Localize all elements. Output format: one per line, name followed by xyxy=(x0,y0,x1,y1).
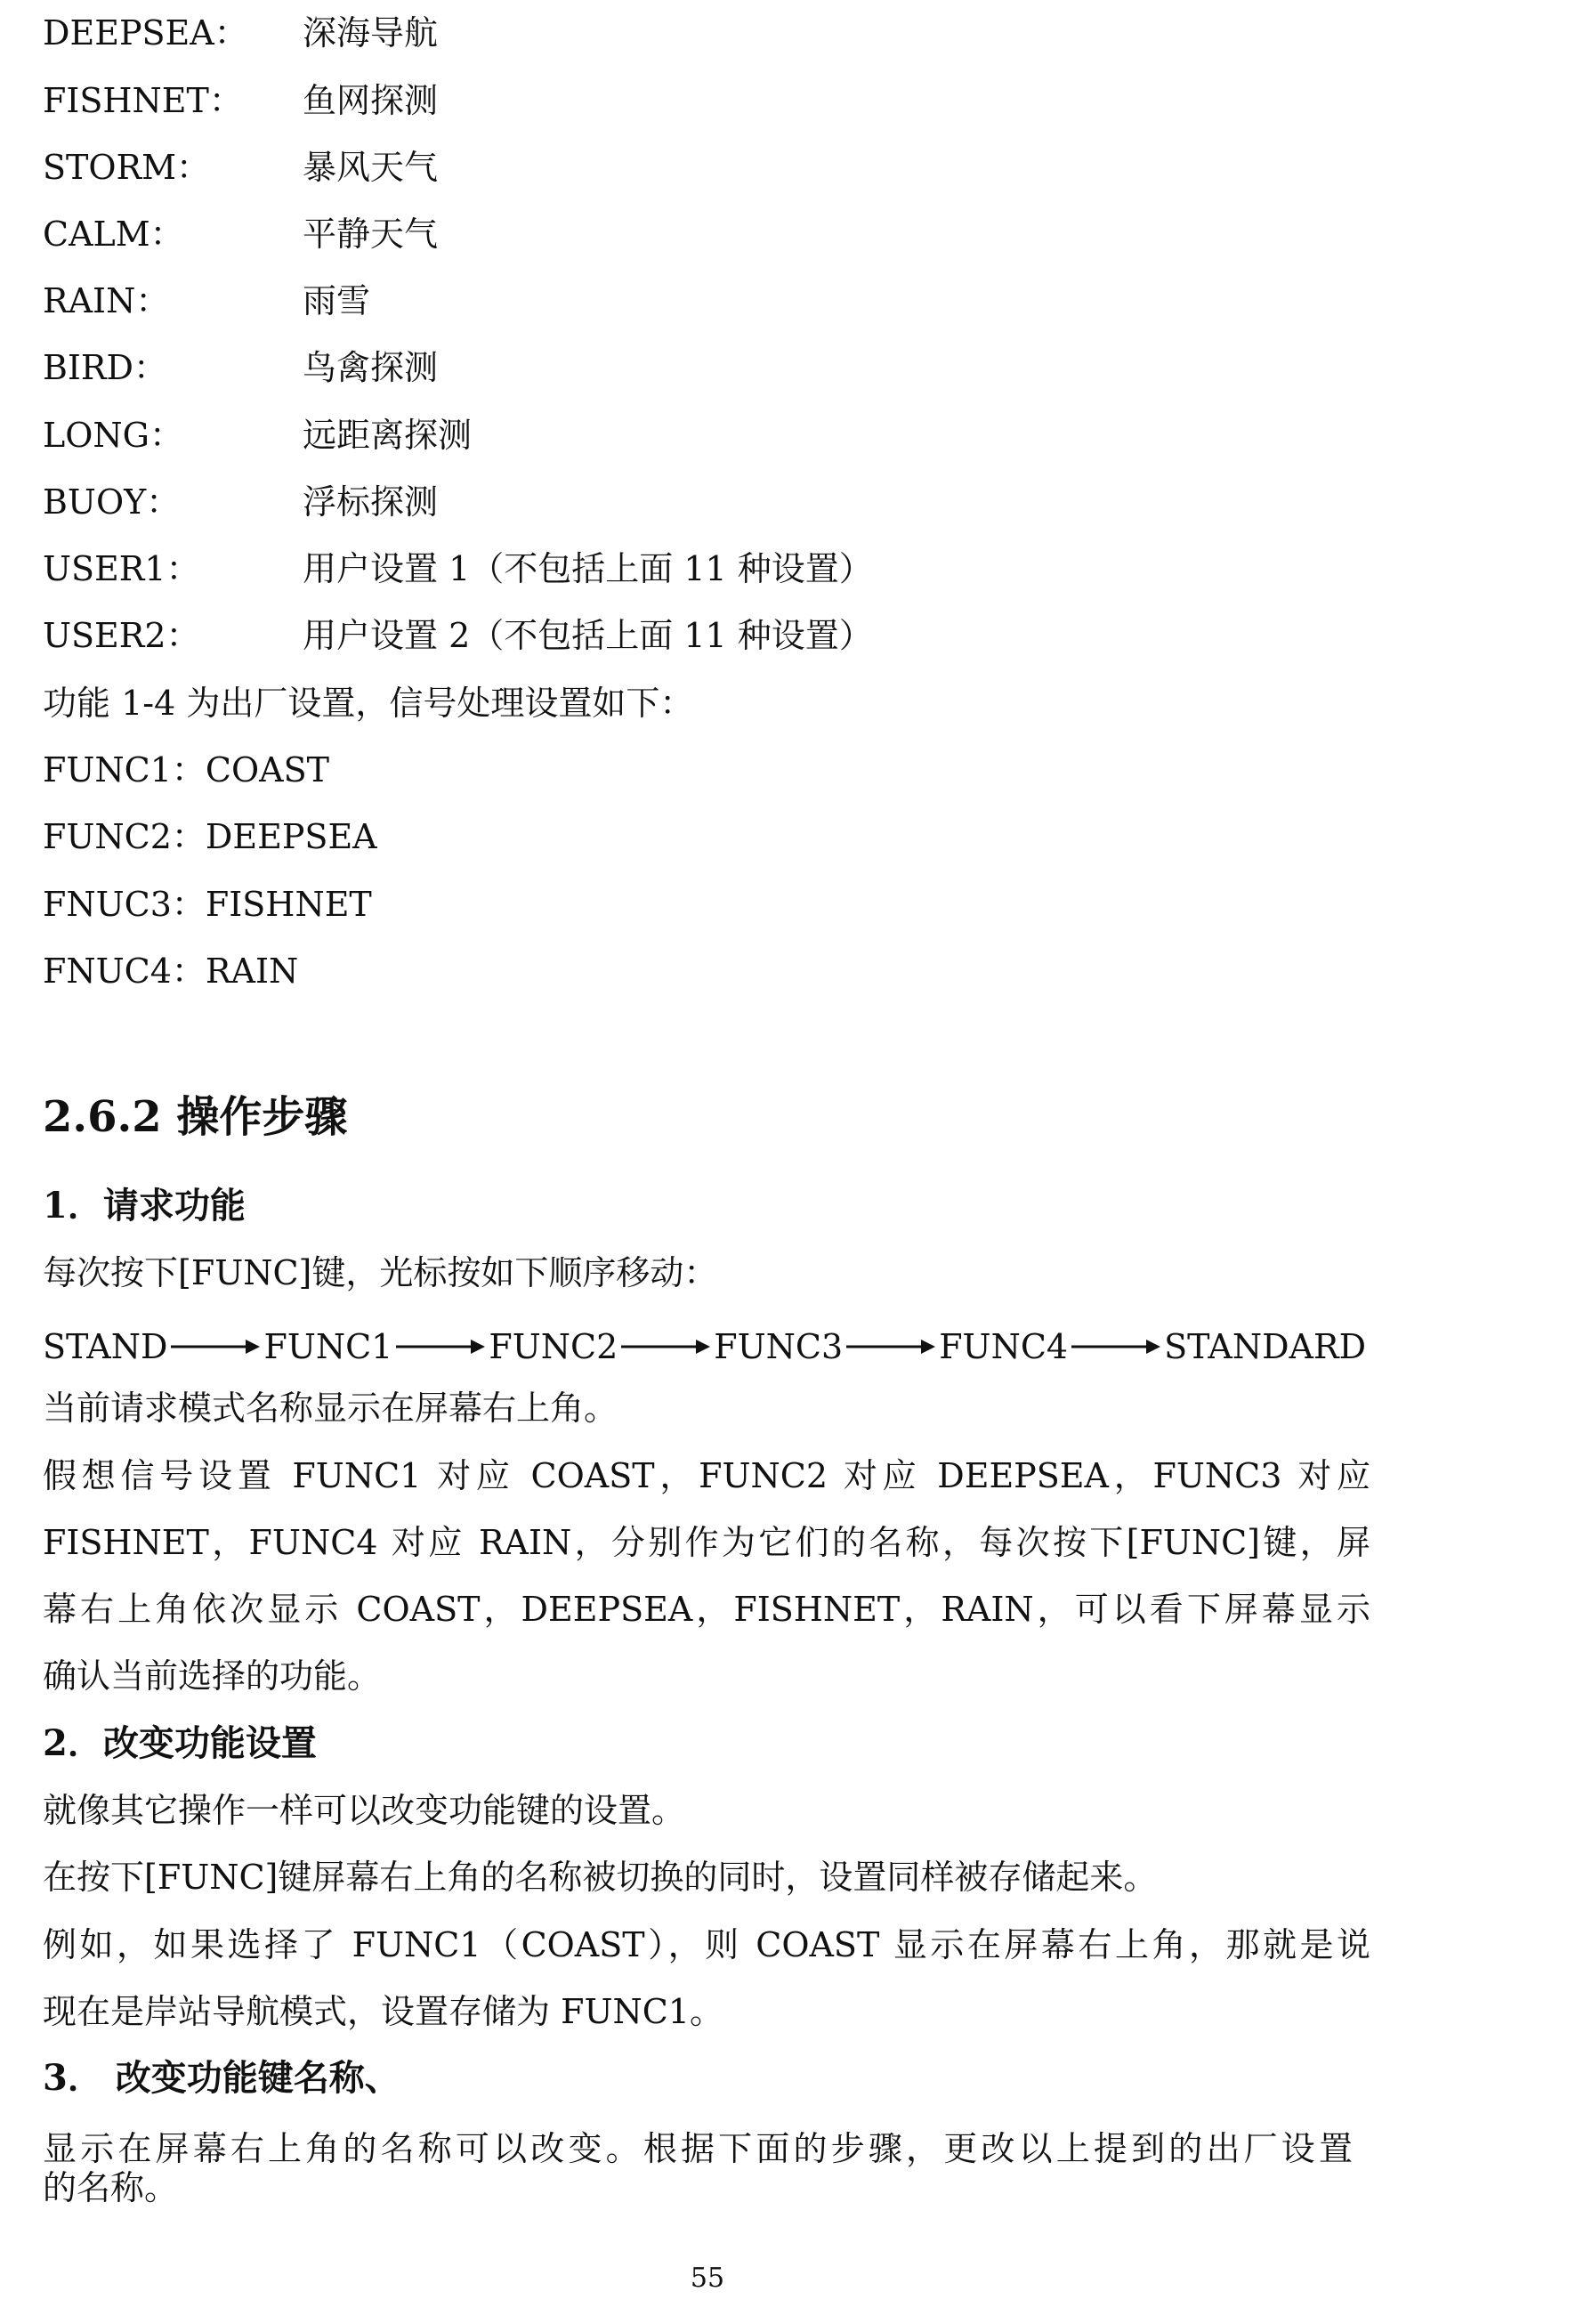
func-default-item: FNUC3：FISHNET xyxy=(43,885,372,924)
func-default-item: FUNC2：DEEPSEA xyxy=(43,817,377,856)
step1-line2: 当前请求模式名称显示在屏幕右上角。 xyxy=(43,1389,618,1428)
definition-term: STORM： xyxy=(43,148,211,187)
definition-row xyxy=(0,145,979,190)
definition-term: BIRD： xyxy=(43,348,168,387)
definition-term: FISHNET： xyxy=(43,81,243,120)
definition-term: USER1： xyxy=(43,549,200,588)
step1-para-line: 假想信号设置 FUNC1 对应 COAST，FUNC2 对应 DEEPSEA，FUNC3 对应 xyxy=(43,1456,1370,1495)
func-default-item: FUNC1：COAST xyxy=(43,750,329,790)
definition-row xyxy=(0,480,979,524)
definition-row xyxy=(0,613,979,658)
definition-desc: 浮标探测 xyxy=(303,482,439,522)
definition-desc: 鱼网探测 xyxy=(303,81,439,120)
definition-row xyxy=(0,11,979,55)
func-intro: 功能 1-4 为出厂设置，信号处理设置如下： xyxy=(43,684,694,723)
definition-row xyxy=(0,279,979,323)
definition-row xyxy=(0,547,979,591)
definition-desc: 雨雪 xyxy=(303,281,371,320)
step2-title: 2．改变功能设置 xyxy=(43,1722,317,1764)
step2-line: 在按下[FUNC]键屏幕右上角的名称被切换的同时，设置同样被存储起来。 xyxy=(43,1858,1158,1897)
func-cycle-flow xyxy=(43,1324,1366,1369)
definition-term: BUOY： xyxy=(43,482,181,522)
definition-row xyxy=(0,78,979,123)
step1-para-line: FISHNET，FUNC4 对应 RAIN，分别作为它们的名称，每次按下[FUNC]键，屏 xyxy=(43,1523,1370,1562)
definition-desc: 深海导航 xyxy=(303,13,439,53)
flow-node: STAND xyxy=(43,1327,168,1366)
step3-line: 显示在屏幕右上角的名称可以改变。根据下面的步骤，更改以上提到的出厂设置 xyxy=(43,2129,1353,2168)
definition-desc: 用户设置 1（不包括上面 11 种设置） xyxy=(303,549,873,588)
flow-node: FUNC2 xyxy=(489,1327,618,1366)
flow-node: FUNC4 xyxy=(939,1327,1069,1366)
arrow-right-icon xyxy=(846,1338,935,1356)
definition-desc: 远距离探测 xyxy=(303,416,473,455)
step1-line1: 每次按下[FUNC]键，光标按如下顺序移动： xyxy=(43,1253,718,1292)
step2-line: 就像其它操作一样可以改变功能键的设置。 xyxy=(43,1791,686,1830)
definition-term: LONG： xyxy=(43,416,183,455)
definition-desc: 平静天气 xyxy=(303,215,439,254)
definition-term: RAIN： xyxy=(43,281,170,320)
step3-line: 的名称。 xyxy=(43,2168,179,2207)
definition-desc: 鸟禽探测 xyxy=(303,348,439,387)
step1-para-line: 确认当前选择的功能。 xyxy=(43,1656,382,1696)
flow-node: STANDARD xyxy=(1164,1327,1367,1366)
arrow-right-icon xyxy=(621,1338,710,1356)
step1-para-line: 幕右上角依次显示 COAST，DEEPSEA，FISHNET，RAIN，可以看下屏幕显示 xyxy=(43,1590,1370,1629)
step2-line: 例如，如果选择了 FUNC1（COAST），则 COAST 显示在屏幕右上角，那就是说 xyxy=(43,1925,1370,1964)
arrow-right-icon xyxy=(396,1338,485,1356)
definition-row xyxy=(0,413,979,458)
definition-term: USER2： xyxy=(43,616,200,655)
definition-term: CALM： xyxy=(43,215,184,254)
func-default-item: FNUC4：RAIN xyxy=(43,951,299,991)
flow-node: FUNC3 xyxy=(714,1327,844,1366)
step3-title: 3． 改变功能键名称、 xyxy=(43,2057,400,2099)
definition-row xyxy=(0,345,979,390)
arrow-right-icon xyxy=(1071,1338,1160,1356)
page-number: 55 xyxy=(690,2263,725,2294)
definition-desc: 暴风天气 xyxy=(303,148,439,187)
flow-node: FUNC1 xyxy=(263,1327,393,1366)
definition-term: DEEPSEA： xyxy=(43,13,248,53)
arrow-right-icon xyxy=(171,1338,260,1356)
step1-title: 1．请求功能 xyxy=(43,1185,246,1227)
step2-line: 现在是岸站导航模式，设置存储为 FUNC1。 xyxy=(43,1992,723,2031)
definition-row xyxy=(0,212,979,256)
definition-desc: 用户设置 2（不包括上面 11 种设置） xyxy=(303,616,873,655)
section-heading: 2.6.2 操作步骤 xyxy=(43,1092,348,1142)
